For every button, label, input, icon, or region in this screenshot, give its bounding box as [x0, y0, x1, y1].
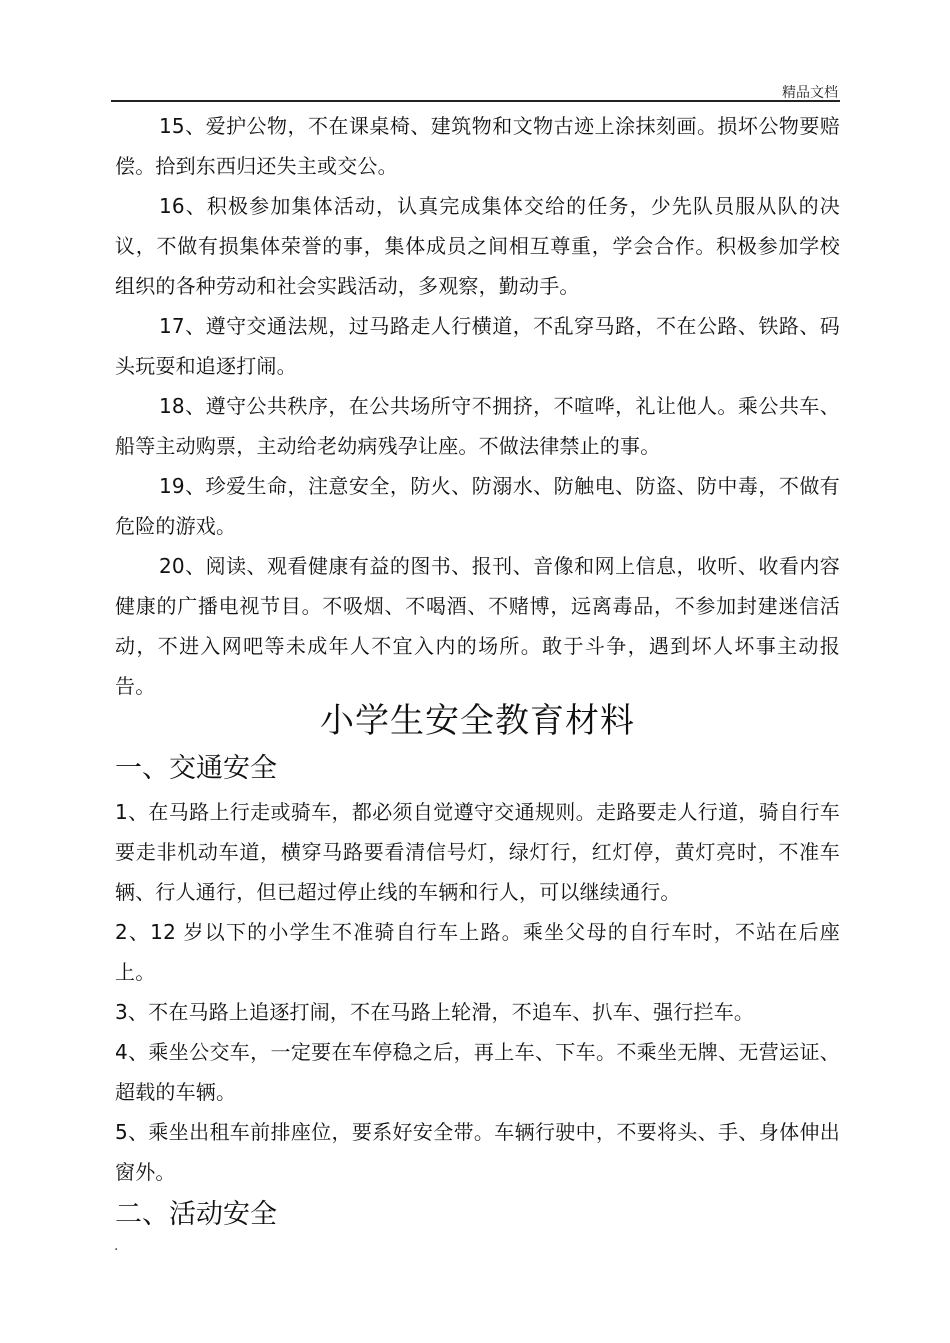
section-heading-traffic: 一、交通安全 — [115, 753, 277, 784]
rule-18: 18、遵守公共秩序，在公共场所守不拥挤，不喧哗，礼让他人。乘公共车、船等主动购票，主动给老幼病残孕让座。不做法律禁止的事。 — [115, 394, 840, 458]
rule-15: 15、爱护公物，不在课桌椅、建筑物和文物古迹上涂抹刻画。损坏公物要赔偿。拾到东西归还失主或交公。 — [115, 114, 840, 178]
rule-17: 17、遵守交通法规，过马路走人行横道，不乱穿马路，不在公路、铁路、码头玩耍和追逐打闹。 — [115, 314, 840, 378]
section-heading-activity: 二、活动安全 — [115, 1199, 277, 1230]
traffic-item-3: 3、不在马路上追逐打闹，不在马路上轮滑，不追车、扒车、强行拦车。 — [115, 1000, 755, 1024]
document-body — [115, 106, 840, 1238]
header-label: 精品文档 — [782, 85, 838, 101]
traffic-item-5: 5、乘坐出租车前排座位，要系好安全带。车辆行驶中，不要将头、手、身体伸出窗外。 — [115, 1120, 840, 1184]
traffic-item-2: 2、12 岁以下的小学生不准骑自行车上路。乘坐父母的自行车时，不站在后座上。 — [115, 920, 840, 984]
header-rule — [111, 100, 840, 102]
traffic-item-4: 4、乘坐公交车，一定要在车停稳之后，再上车、下车。不乘坐无牌、无营运证、超载的车辆。 — [115, 1040, 840, 1104]
rule-19: 19、珍爱生命，注意安全，防火、防溺水、防触电、防盗、防中毒，不做有危险的游戏。 — [115, 474, 840, 538]
rule-20: 20、阅读、观看健康有益的图书、报刊、音像和网上信息，收听、收看内容健康的广播电视节目。不吸烟、不喝酒、不赌博，远离毒品，不参加封建迷信活动，不进入网吧等未成年人不宜入内的场所。敢于斗争，遇到坏人坏事主动报告。 — [115, 554, 840, 698]
rule-16: 16、积极参加集体活动，认真完成集体交给的任务，少先队员服从队的决议，不做有损集体荣誉的事，集体成员之间相互尊重，学会合作。积极参加学校组织的各种劳动和社会实践活动，多观察，勤动手。 — [115, 194, 840, 298]
traffic-item-1: 1、在马路上行走或骑车，都必须自觉遵守交通规则。走路要走人行道，骑自行车要走非机动车道，横穿马路要看清信号灯，绿灯行，红灯停，黄灯亮时，不准车辆、行人通行，但已超过停止线的车辆和行人，可以继续通行。 — [115, 800, 840, 904]
document-title: 小学生安全教育材料 — [320, 701, 635, 741]
footer-mark: . — [114, 1238, 119, 1254]
